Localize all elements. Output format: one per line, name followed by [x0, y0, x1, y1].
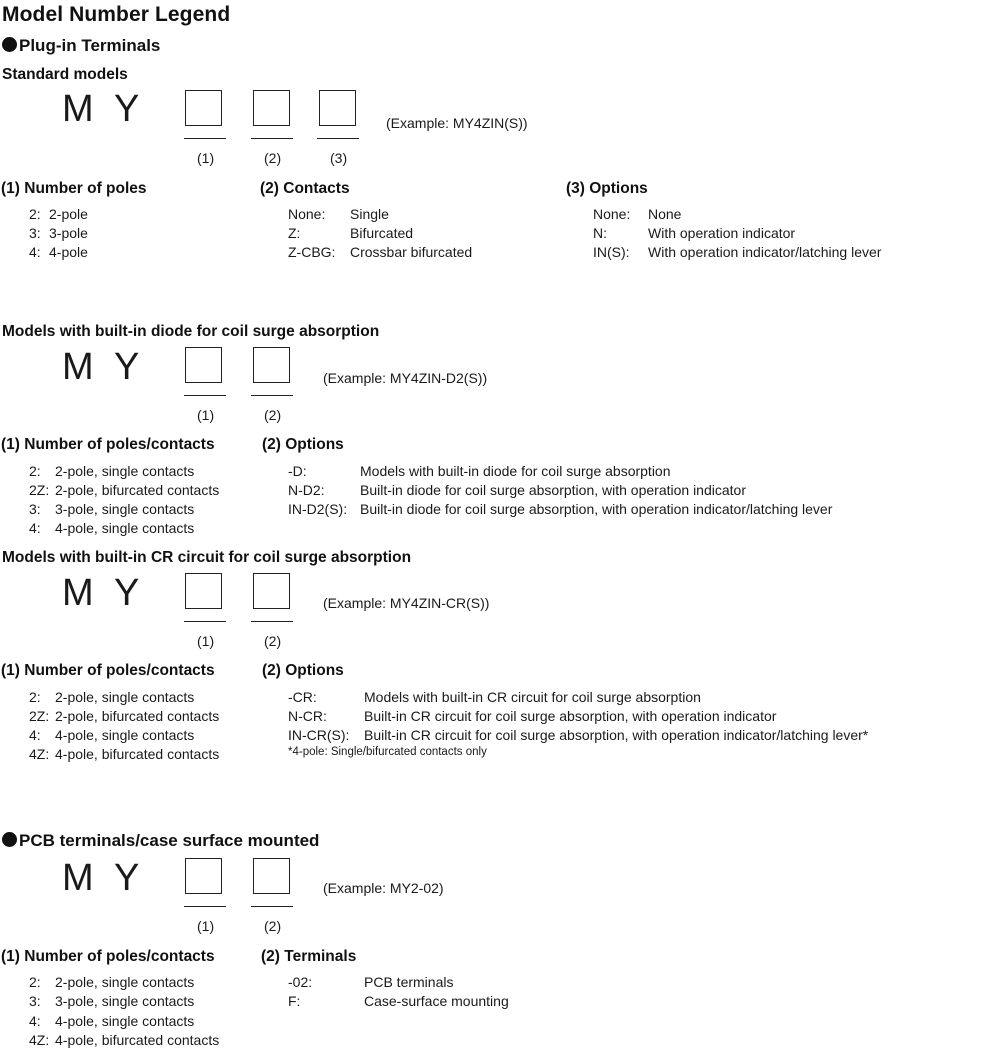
list-item-code: 3:: [29, 501, 41, 517]
list-item-desc: 4-pole, single contacts: [55, 520, 195, 536]
list-item-desc: 3-pole, single contacts: [55, 501, 195, 517]
list-item-code: 4:: [29, 520, 41, 536]
subsection-heading-standard: Standard models: [2, 66, 128, 83]
list-item-desc: Case-surface mounting: [364, 993, 509, 1009]
prefix-letter-y: Y: [114, 346, 140, 388]
list-item-code: IN-D2(S):: [288, 501, 348, 517]
code-label-2: (2): [264, 407, 282, 423]
example-text: (Example: MY2-02): [323, 880, 444, 896]
prefix-letter-y: Y: [114, 572, 140, 614]
list-item-desc: Built-in diode for coil surge absorption, with operation indicator: [360, 482, 746, 498]
prefix-letter-y: Y: [114, 88, 140, 130]
list-item-code: 3:: [29, 225, 41, 241]
list-item-code: 3:: [29, 993, 41, 1009]
prefix-letter-m: M: [62, 572, 94, 614]
bullet-icon: [2, 832, 17, 847]
subsection-heading-diode: Models with built-in diode for coil surge absorption: [2, 323, 380, 340]
code-label-3: (3): [330, 150, 348, 166]
list-item-desc: With operation indicator: [648, 225, 796, 241]
code-underline-2: [251, 906, 293, 907]
column-heading-options: (3) Options: [566, 180, 648, 197]
bullet-icon: [2, 37, 17, 52]
code-label-2: (2): [264, 633, 282, 649]
code-box-1: [185, 347, 222, 383]
section-heading-text: PCB terminals/case surface mounted: [19, 831, 320, 850]
list-item-desc: 4-pole: [49, 244, 88, 260]
list-item-code: 4:: [29, 727, 41, 743]
list-item-desc: Built-in CR circuit for coil surge absorption, with operation indicator/latching lever*: [364, 727, 869, 743]
code-label-1: (1): [197, 150, 215, 166]
list-item-desc: 3-pole: [49, 225, 88, 241]
code-label-2: (2): [264, 150, 282, 166]
list-item-desc: Built-in diode for coil surge absorption, with operation indicator/latching lever: [360, 501, 833, 517]
column-heading-options: (2) Options: [262, 662, 344, 679]
list-item-code: 2:: [29, 689, 41, 705]
code-box-1: [185, 90, 222, 126]
list-item-code: 4Z:: [29, 746, 50, 762]
column-heading-poles-contacts: (1) Number of poles/contacts: [1, 948, 215, 965]
list-item-code: 4:: [29, 1013, 41, 1029]
code-box-1: [185, 573, 222, 609]
column-heading-contacts: (2) Contacts: [260, 180, 350, 197]
code-box-2: [253, 858, 290, 894]
list-item-desc: Crossbar bifurcated: [350, 244, 473, 260]
example-text: (Example: MY4ZIN-CR(S)): [323, 595, 490, 611]
code-label-1: (1): [197, 407, 215, 423]
code-underline-2: [251, 138, 293, 139]
list-item-desc: 4-pole, single contacts: [55, 1013, 195, 1029]
list-item-desc: Bifurcated: [350, 225, 414, 241]
column-heading-poles: (1) Number of poles: [1, 180, 147, 197]
code-underline-1: [184, 138, 226, 139]
list-item-code: 2:: [29, 206, 41, 222]
footnote: *4-pole: Single/bifurcated contacts only: [288, 746, 487, 758]
code-underline-2: [251, 621, 293, 622]
code-underline-1: [184, 906, 226, 907]
section-heading-pcb: [2, 831, 319, 851]
prefix-letter-y: Y: [114, 857, 140, 899]
prefix-letter-m: M: [62, 346, 94, 388]
code-underline-2: [251, 395, 293, 396]
column-heading-terminals: (2) Terminals: [261, 948, 357, 965]
list-item-desc: None: [648, 206, 682, 222]
list-item-code: N-CR:: [288, 708, 327, 724]
list-item-desc: 4-pole, bifurcated contacts: [55, 746, 220, 762]
column-heading-poles-contacts: (1) Number of poles/contacts: [1, 662, 215, 679]
list-item-code: 2Z:: [29, 708, 50, 724]
example-text: (Example: MY4ZIN(S)): [386, 115, 528, 131]
code-box-1: [185, 858, 222, 894]
list-item-code: Z:: [288, 225, 301, 241]
prefix-letter-m: M: [62, 88, 94, 130]
code-underline-1: [184, 621, 226, 622]
code-box-2: [253, 90, 290, 126]
list-item-code: None:: [288, 206, 326, 222]
column-heading-options: (2) Options: [262, 436, 344, 453]
list-item-code: N:: [593, 225, 607, 241]
list-item-desc: 2-pole, single contacts: [55, 974, 195, 990]
list-item-desc: 4-pole, single contacts: [55, 727, 195, 743]
list-item-code: 4Z:: [29, 1032, 50, 1048]
list-item-desc: 3-pole, single contacts: [55, 993, 195, 1009]
prefix-letter-m: M: [62, 857, 94, 899]
list-item-desc: Models with built-in CR circuit for coil surge absorption: [364, 689, 701, 705]
list-item-code: Z-CBG:: [288, 244, 336, 260]
list-item-desc: Models with built-in diode for coil surge absorption: [360, 463, 671, 479]
list-item-desc: 2-pole, bifurcated contacts: [55, 482, 220, 498]
list-item-desc: 4-pole, bifurcated contacts: [55, 1032, 220, 1048]
code-box-3: [319, 90, 356, 126]
section-heading-plugin: [2, 36, 160, 56]
code-box-2: [253, 347, 290, 383]
list-item-code: 2:: [29, 974, 41, 990]
list-item-code: -02:: [288, 974, 313, 990]
example-text: (Example: MY4ZIN-D2(S)): [323, 370, 488, 386]
list-item-code: F:: [288, 993, 301, 1009]
list-item-code: None:: [593, 206, 631, 222]
column-heading-poles-contacts: (1) Number of poles/contacts: [1, 436, 215, 453]
list-item-desc: With operation indicator/latching lever: [648, 244, 882, 260]
list-item-code: 2:: [29, 463, 41, 479]
list-item-code: IN-CR(S):: [288, 727, 350, 743]
code-box-2: [253, 573, 290, 609]
list-item-code: -CR:: [288, 689, 317, 705]
list-item-desc: Built-in CR circuit for coil surge absorption, with operation indicator: [364, 708, 777, 724]
code-underline-3: [317, 138, 359, 139]
list-item-desc: 2-pole, bifurcated contacts: [55, 708, 220, 724]
page-title: Model Number Legend: [2, 3, 231, 26]
section-heading-text: Plug-in Terminals: [19, 36, 161, 55]
code-label-2: (2): [264, 918, 282, 934]
list-item-code: N-D2:: [288, 482, 325, 498]
list-item-desc: Single: [350, 206, 389, 222]
list-item-code: IN(S):: [593, 244, 630, 260]
list-item-code: -D:: [288, 463, 307, 479]
code-label-1: (1): [197, 633, 215, 649]
list-item-desc: 2-pole: [49, 206, 88, 222]
code-underline-1: [184, 395, 226, 396]
list-item-code: 4:: [29, 244, 41, 260]
list-item-desc: PCB terminals: [364, 974, 454, 990]
code-label-1: (1): [197, 918, 215, 934]
list-item-desc: 2-pole, single contacts: [55, 689, 195, 705]
subsection-heading-cr: Models with built-in CR circuit for coil surge absorption: [2, 549, 412, 566]
list-item-code: 2Z:: [29, 482, 50, 498]
list-item-desc: 2-pole, single contacts: [55, 463, 195, 479]
